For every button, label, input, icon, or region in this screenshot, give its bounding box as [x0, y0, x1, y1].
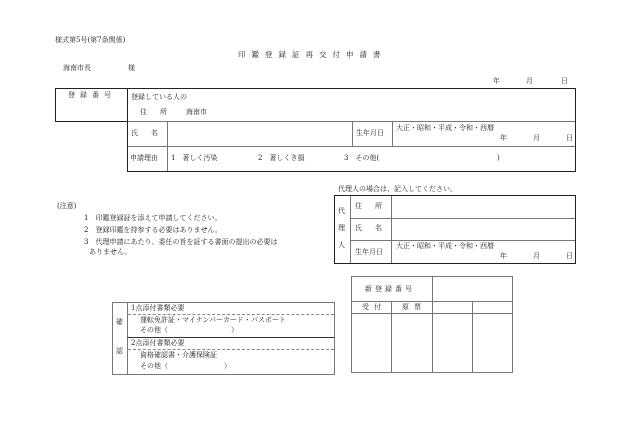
- col-divider: [472, 301, 473, 372]
- note-item-2: 2 登録印鑑を持参する必要はありません。: [84, 226, 222, 234]
- group1-line2[interactable]: その他（ ）: [140, 326, 238, 334]
- addressee: 海南市長: [63, 64, 91, 72]
- reason-other-close: ): [497, 154, 500, 162]
- registered-person-label: 登録している人の: [131, 93, 187, 101]
- birth-month-label[interactable]: 月: [533, 134, 540, 142]
- page-title: 印鑑登録証再交付申請書: [238, 50, 387, 59]
- birthdate-label: 生年月日: [356, 129, 384, 137]
- dashed-divider: [128, 349, 334, 350]
- era-options[interactable]: 大正・昭和・平成・令和・西暦: [396, 124, 494, 132]
- note-item-3-cont: ありません。: [89, 248, 132, 256]
- group1-heading[interactable]: 1点添付書類必要: [131, 304, 185, 312]
- agent-side-label-3: 人: [338, 241, 345, 249]
- group1-line1[interactable]: 運転免許証・マイナンバーカード・パスポート: [140, 316, 286, 324]
- new-number-field[interactable]: [433, 277, 511, 300]
- reason-option-2[interactable]: 2 著しくき損: [258, 154, 305, 162]
- agent-side-label-2: 理: [338, 224, 345, 232]
- agent-name-field[interactable]: [392, 219, 575, 239]
- note-item-1: 1 印鑑登録証を添えて申請してください。: [84, 214, 222, 222]
- group2-heading[interactable]: 2点添付書類必要: [131, 339, 185, 347]
- group-divider: [127, 337, 334, 338]
- reason-label: 申請理由: [130, 154, 158, 162]
- agent-birthdate-label: 生年月日: [355, 248, 383, 256]
- row-divider: [128, 146, 575, 147]
- name-field[interactable]: [168, 122, 351, 145]
- agent-birth-month-label[interactable]: 月: [533, 252, 540, 260]
- original-label: 原票: [402, 303, 426, 311]
- registration-number-label: 登録番号: [68, 91, 116, 99]
- row-divider: [350, 240, 575, 241]
- honorific: 様: [128, 64, 135, 72]
- address-label: 住 所: [140, 108, 170, 116]
- agent-era-options[interactable]: 大正・昭和・平成・令和・西暦: [396, 242, 494, 250]
- group2-line2[interactable]: その他（ ）: [140, 362, 231, 370]
- agent-address-field[interactable]: [392, 196, 575, 217]
- agent-side-label-1: 代: [338, 207, 345, 215]
- address-field[interactable]: 海南市: [186, 108, 207, 116]
- col-divider: [350, 196, 351, 263]
- reason-option-3[interactable]: 3 その他(: [344, 154, 380, 162]
- agent-birth-day-label[interactable]: 日: [566, 252, 573, 260]
- notes-heading: (注意): [57, 202, 77, 210]
- confirmation-side-label-2: 認: [116, 347, 123, 355]
- date-day-label[interactable]: 日: [561, 77, 568, 85]
- form-number: 様式第5号(第7条関係): [55, 36, 126, 44]
- reason-option-1[interactable]: 1 著しく汚染: [171, 154, 218, 162]
- date-year-label[interactable]: 年: [493, 77, 500, 85]
- agent-name-label: 氏 名: [355, 224, 385, 232]
- received-label: 受付: [362, 303, 386, 311]
- received-stamp-cell[interactable]: [352, 314, 390, 371]
- date-month-label[interactable]: 月: [526, 77, 533, 85]
- note-item-3: 3 代理申請にあたり、委任の旨を証する書面の提出の必要は: [84, 238, 278, 246]
- agent-address-label: 住 所: [355, 202, 385, 210]
- dashed-divider: [128, 314, 334, 315]
- agent-birth-year-label[interactable]: 年: [500, 252, 507, 260]
- col-divider: [127, 302, 128, 374]
- agent-caption: 代理人の場合は、記入してください。: [338, 185, 457, 193]
- new-number-label: 新登録番号: [365, 285, 415, 293]
- original-stamp-cell[interactable]: [392, 314, 431, 371]
- col-divider: [392, 121, 393, 146]
- birth-year-label[interactable]: 年: [500, 134, 507, 142]
- group2-line1[interactable]: 資格確認書・介護保険証: [140, 351, 217, 359]
- col-divider: [352, 121, 353, 146]
- row-divider: [351, 301, 512, 302]
- birth-day-label[interactable]: 日: [566, 134, 573, 142]
- name-label: 氏 名: [131, 129, 161, 137]
- confirmation-side-label-1: 確: [116, 318, 123, 326]
